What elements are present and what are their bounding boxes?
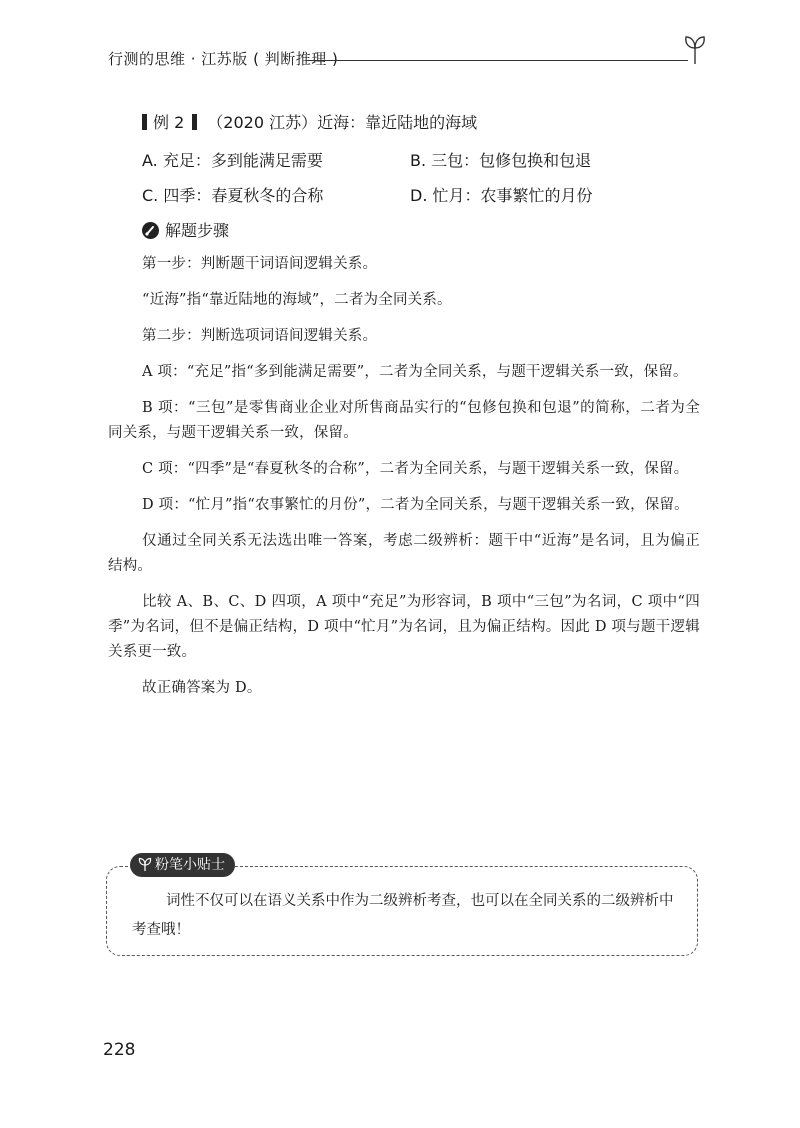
paragraph: 第二步：判断选项词语间逻辑关系。	[142, 328, 378, 344]
running-header	[108, 48, 708, 72]
tip-title: 粉笔小贴士	[155, 857, 225, 873]
option-d: D. 忙月：农事繁忙的月份	[410, 186, 593, 205]
question-label: 例 2	[153, 113, 185, 132]
question-stem: 近海：靠近陆地的海域	[317, 113, 478, 132]
tip-text: 词性不仅可以在语义关系中作为二级辨析考查，也可以在全同关系的二级辨析中考查哦！	[132, 893, 674, 938]
label-bar-left	[142, 114, 147, 130]
solution-body	[108, 252, 700, 712]
page-number: 228	[103, 1040, 136, 1060]
sprout-icon	[684, 34, 706, 64]
paragraph: 比较 A、B、C、D 四项，A 项中“充足”为形容词，B 项中“三包”为名词，C 项中“四季”为名词，但不是偏正结构，D 项中“忙月”为名词，且为偏正结构。因此 D 项与题干逻辑关系更一致。	[108, 594, 700, 660]
paragraph: 仅通过全同关系无法选出唯一答案，考虑二级辨析：题干中“近海”是名词，且为偏正结构。	[108, 533, 700, 574]
paragraph: “近海”指“靠近陆地的海域”，二者为全同关系。	[142, 292, 452, 308]
option-b: B. 三包：包修包换和包退	[410, 151, 592, 170]
paragraph: 第一步：判断题干词语间逻辑关系。	[142, 256, 378, 272]
tip-sprout-icon	[138, 857, 152, 871]
paragraph: C 项：“四季”是“春夏秋冬的合称”，二者为全同关系，与题干逻辑关系一致，保留。	[142, 461, 689, 477]
paragraph: A 项：“充足”指“多到能满足需要”，二者为全同关系，与题干逻辑关系一致，保留。	[142, 364, 688, 380]
label-bar-right	[192, 114, 197, 130]
question-source: （2020 江苏）	[207, 113, 318, 132]
pen-icon	[142, 222, 159, 239]
option-c: C. 四季：春夏秋冬的合称	[142, 186, 324, 205]
option-a: A. 充足：多到能满足需要	[142, 151, 323, 170]
paragraph: 故正确答案为 D。	[142, 680, 262, 696]
paragraph: B 项：“三包”是零售商业企业对所售商品实行的“包修包换和包退”的简称，二者为全同关系，与题干逻辑关系一致，保留。	[108, 400, 700, 441]
question-line	[142, 110, 477, 133]
steps-heading-label: 解题步骤	[165, 221, 230, 240]
steps-heading	[142, 218, 229, 241]
header-rule	[306, 60, 688, 61]
header-title: 行测的思维 · 江苏版 ( 判断推理 )	[108, 50, 339, 68]
tip-tag	[130, 853, 235, 877]
paragraph: D 项：“忙月”指“农事繁忙的月份”，二者为全同关系，与题干逻辑关系一致，保留。	[142, 497, 689, 513]
